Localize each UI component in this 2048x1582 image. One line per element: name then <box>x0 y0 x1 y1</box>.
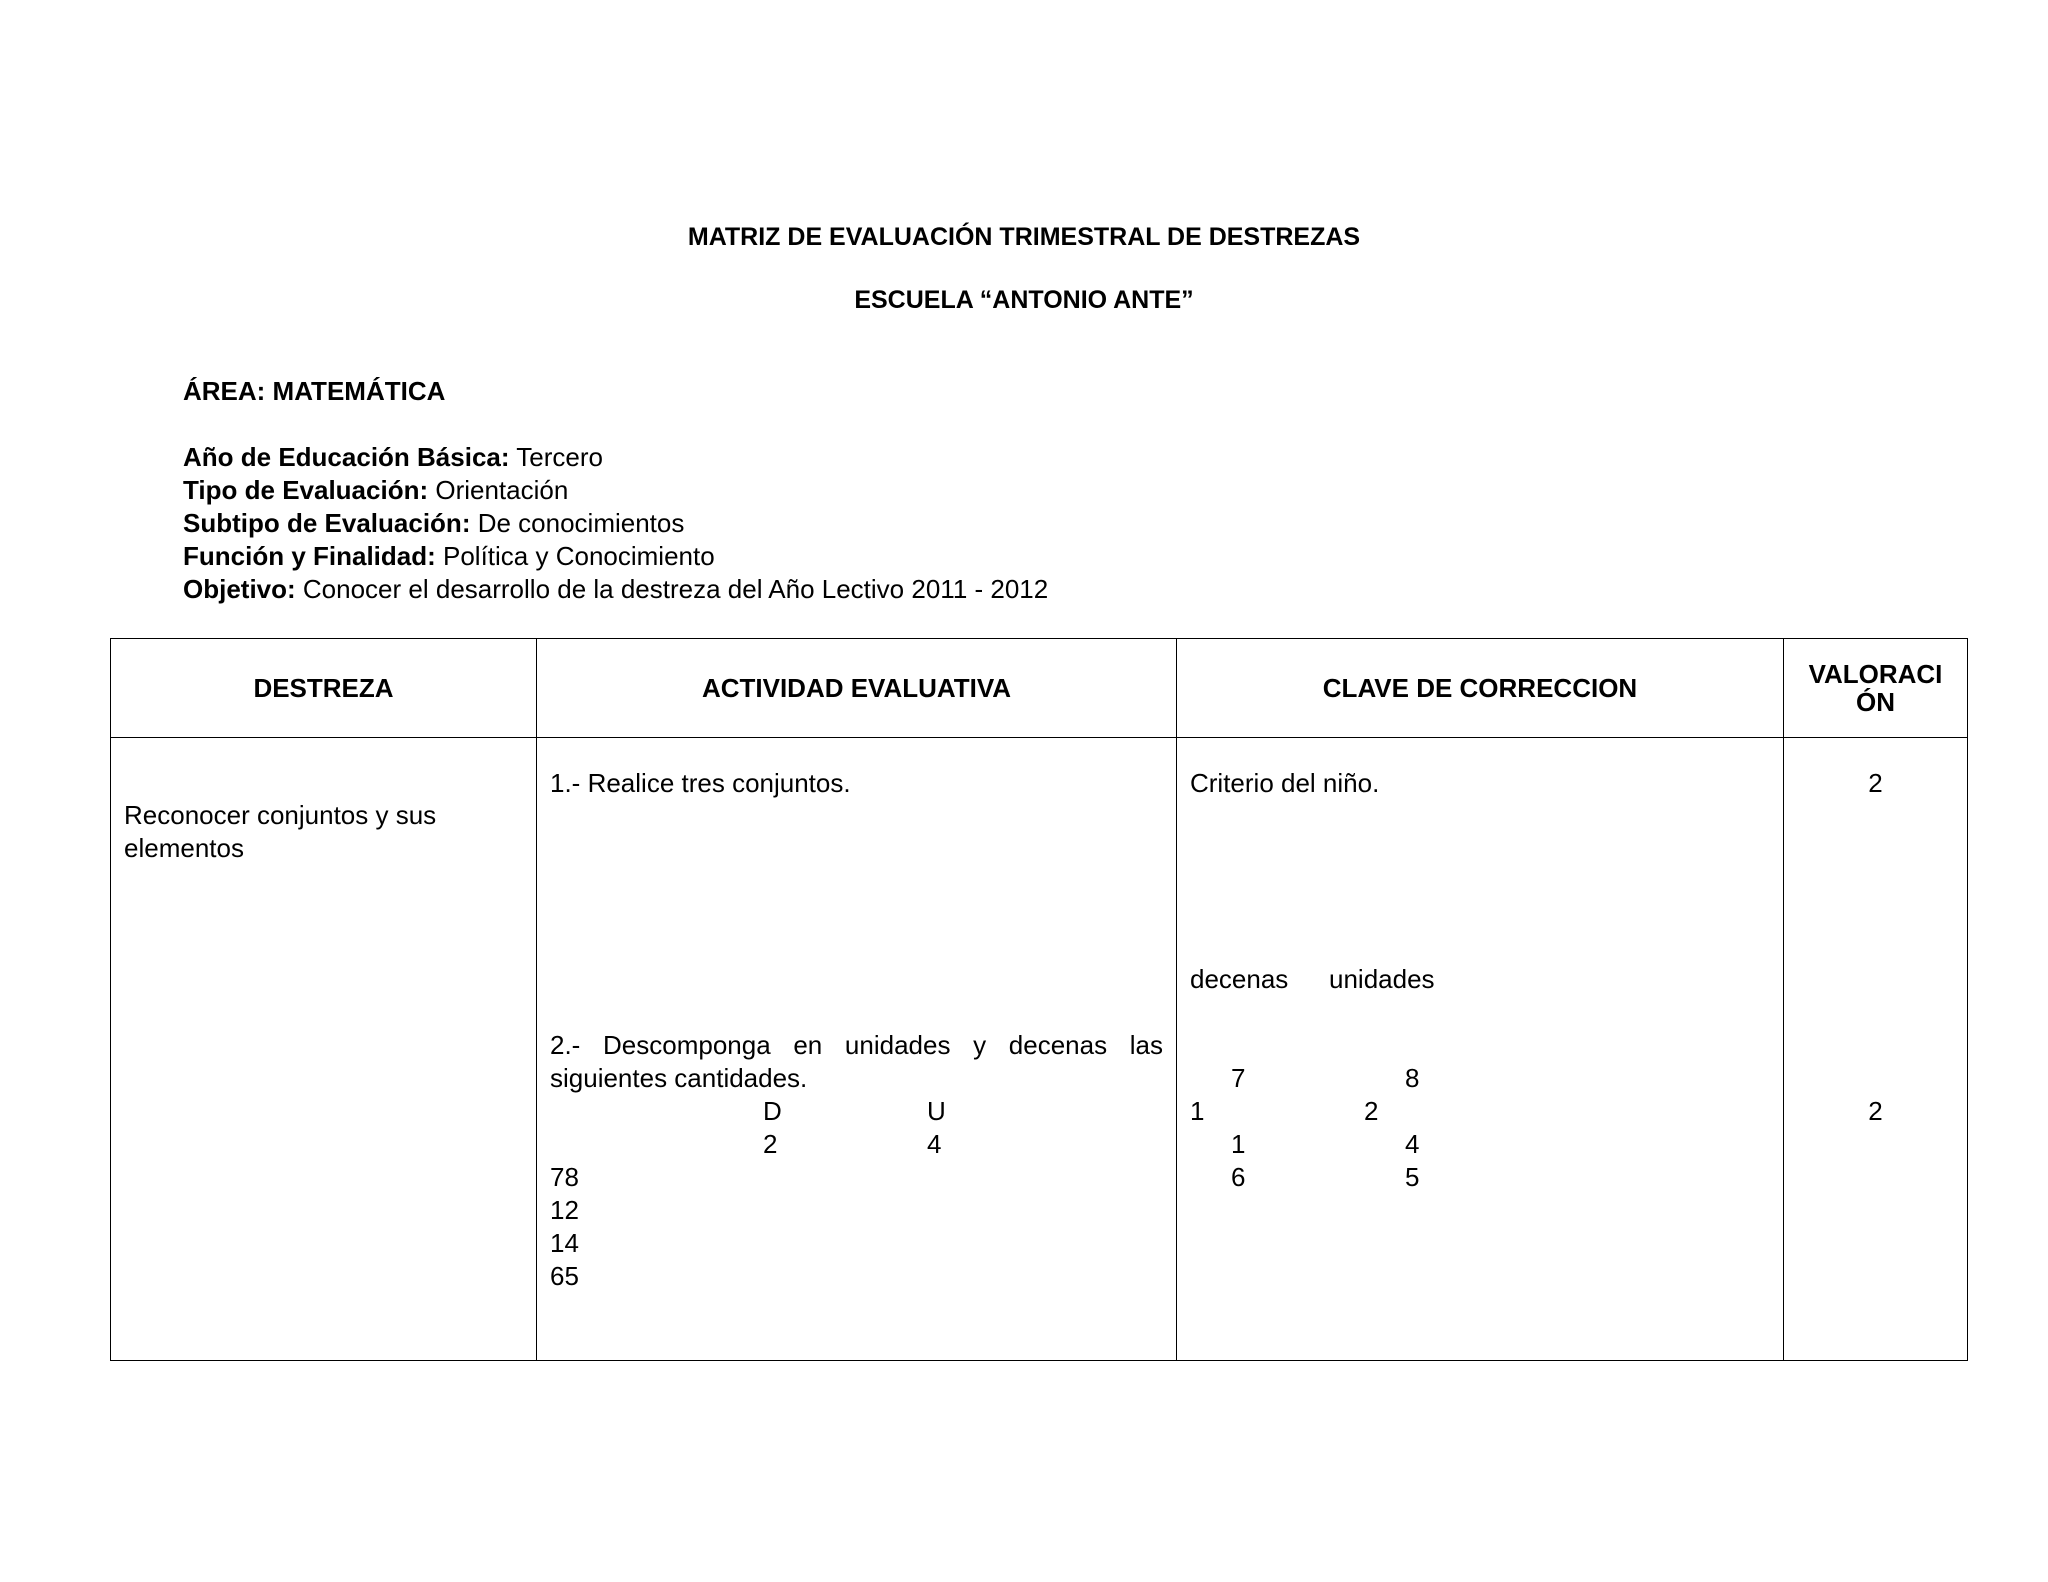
header-destreza: DESTREZA <box>111 639 537 738</box>
activity-example-u: 4 <box>927 1129 942 1159</box>
meta-label: Año de Educación Básica: <box>183 442 510 472</box>
header-valoracion: VALORACI ÓN <box>1784 639 1968 738</box>
activity-number: 65 <box>550 1261 579 1291</box>
clave-item-1: Criterio del niño. <box>1190 768 1380 798</box>
meta-function <box>183 540 1048 573</box>
meta-value: Conocer el desarrollo de la destreza del Año Lectivo 2011 - 2012 <box>295 574 1049 604</box>
document-title: MATRIZ DE EVALUACIÓN TRIMESTRAL DE DESTREZAS <box>687 223 1361 251</box>
cell-valoracion <box>1784 738 1968 1361</box>
activity-example-d: 2 <box>763 1129 778 1159</box>
clave-unidad: 8 <box>1405 1063 1420 1093</box>
activity-item-2: 2.- Descomponga en unidades y decenas las siguientes cantidades. <box>550 1030 1163 1093</box>
meta-objective <box>183 573 1048 606</box>
meta-year <box>183 441 1048 474</box>
clave-unidad: 4 <box>1405 1129 1420 1159</box>
table-header-row <box>111 639 1968 738</box>
cell-destreza <box>111 738 537 1361</box>
valoracion-score-1: 2 <box>1868 768 1883 798</box>
clave-decena: 1 <box>1190 1096 1205 1126</box>
clave-unidad: 2 <box>1364 1096 1379 1126</box>
school-name: ESCUELA “ANTONIO ANTE” <box>854 286 1194 314</box>
meta-label: Tipo de Evaluación: <box>183 475 429 505</box>
header-actividad: ACTIVIDAD EVALUATIVA <box>537 639 1177 738</box>
meta-value: Orientación <box>428 475 569 505</box>
meta-label: Subtipo de Evaluación: <box>183 508 471 538</box>
clave-decena: 7 <box>1231 1063 1246 1093</box>
clave-decena: 6 <box>1231 1162 1246 1192</box>
clave-header-unidades: unidades <box>1329 964 1435 994</box>
meta-subtype <box>183 507 1048 540</box>
table-row <box>111 738 1968 1361</box>
activity-number: 12 <box>550 1195 579 1225</box>
meta-type <box>183 474 1048 507</box>
activity-item-1: 1.- Realice tres conjuntos. <box>550 768 851 798</box>
activity-number: 78 <box>550 1162 579 1192</box>
cell-actividad <box>537 738 1177 1361</box>
activity-col-u: U <box>927 1096 946 1126</box>
cell-clave <box>1177 738 1784 1361</box>
header-clave: CLAVE DE CORRECCION <box>1177 639 1784 738</box>
clave-unidad: 5 <box>1405 1162 1420 1192</box>
evaluation-matrix-table <box>110 638 1968 1361</box>
meta-value: De conocimientos <box>470 508 685 538</box>
meta-label: Objetivo: <box>183 574 296 604</box>
meta-label: Función y Finalidad: <box>183 541 436 571</box>
destreza-text: Reconocer conjuntos y sus elementos <box>124 800 437 863</box>
meta-value: Política y Conocimiento <box>435 541 715 571</box>
activity-number: 14 <box>550 1228 579 1258</box>
area-heading: ÁREA: MATEMÁTICA <box>183 376 446 406</box>
valoracion-score-2: 2 <box>1868 1096 1883 1126</box>
activity-col-d: D <box>763 1096 782 1126</box>
meta-value: Tercero <box>509 442 603 472</box>
clave-decena: 1 <box>1231 1129 1246 1159</box>
clave-header-decenas: decenas <box>1190 964 1289 994</box>
evaluation-metadata <box>183 441 1048 606</box>
